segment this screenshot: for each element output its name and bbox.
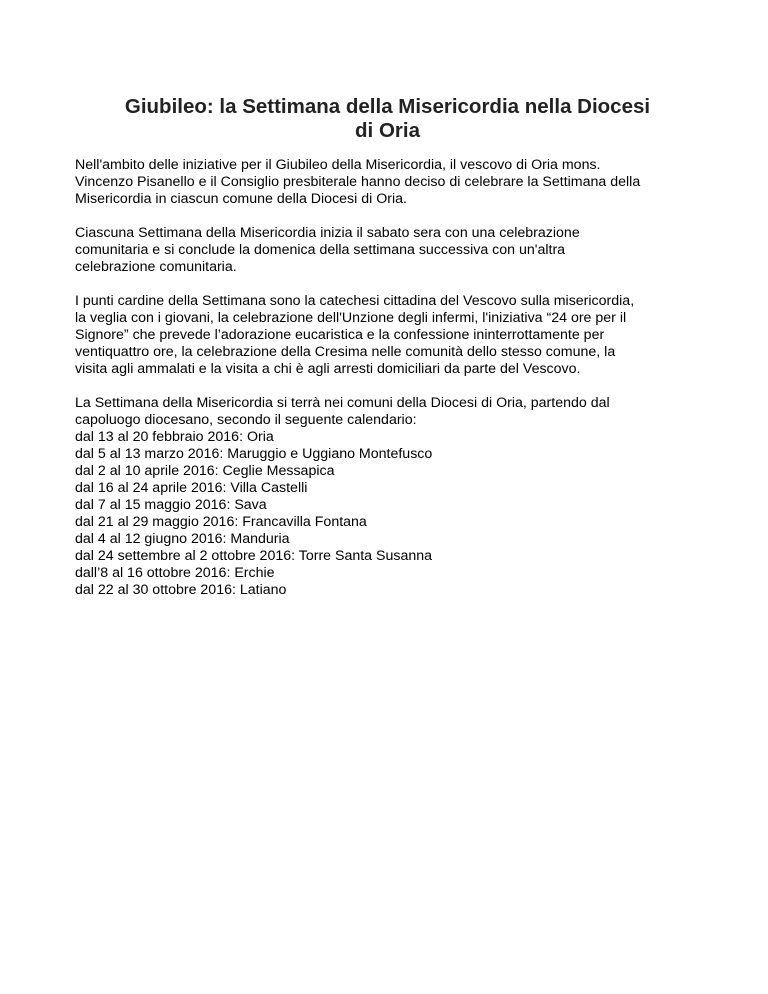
schedule-item: dal 4 al 12 giugno 2016: Manduria: [75, 531, 290, 547]
title-line: di Oria: [355, 119, 420, 142]
schedule-item: dal 21 al 29 maggio 2016: Francavilla Fontana: [75, 514, 367, 530]
schedule-item: dal 16 al 24 aprile 2016: Villa Castelli: [75, 480, 308, 496]
schedule-item: dal 13 al 20 febbraio 2016: Oria: [75, 429, 274, 445]
text-line: Nell'ambito delle iniziative per il Giubileo della Misericordia, il vescovo di Oria mons.: [75, 157, 601, 173]
text-line: visita agli ammalati e la visita a chi è agli arresti domiciliari da parte del Vescovo.: [75, 361, 581, 377]
schedule-item: dal 2 al 10 aprile 2016: Ceglie Messapica: [75, 463, 335, 479]
text-line: I punti cardine della Settimana sono la catechesi cittadina del Vescovo sulla misericordia,: [75, 293, 635, 309]
text-line: la veglia con i giovani, la celebrazione dell'Unzione degli infermi, l'iniziativa “24 ore per il: [75, 310, 627, 326]
schedule-item: dal 22 al 30 ottobre 2016: Latiano: [75, 582, 287, 598]
schedule-item: dal 24 settembre al 2 ottobre 2016: Torre Santa Susanna: [75, 548, 433, 564]
text-line: Misericordia in ciascun comune della Diocesi di Oria.: [75, 191, 407, 207]
text-line: Signore” che prevede l’adorazione eucaristica e la confessione ininterrottamente per: [75, 327, 605, 343]
paragraph-intro: [75, 157, 700, 208]
text-line: La Settimana della Misericordia si terrà nei comuni della Diocesi di Oria, partendo dal: [75, 395, 610, 411]
text-line: Ciascuna Settimana della Misericordia inizia il sabato sera con una celebrazione: [75, 225, 580, 241]
paragraph-key-points: [75, 293, 700, 378]
document-page: [75, 95, 700, 599]
text-line: ventiquattro ore, la celebrazione della Cresima nelle comunità dello stesso comune, la: [75, 344, 616, 360]
schedule-list: [75, 429, 700, 599]
title-line: Giubileo: la Settimana della Misericordia nella Diocesi: [124, 95, 651, 118]
schedule-item: dal 5 al 13 marzo 2016: Maruggio e Uggiano Montefusco: [75, 446, 433, 462]
document-title: [75, 95, 700, 143]
document-body: [75, 157, 700, 599]
schedule-item: dall’8 al 16 ottobre 2016: Erchie: [75, 565, 275, 581]
text-line: Vincenzo Pisanello e il Consiglio presbiterale hanno deciso di celebrare la Settimana della: [75, 174, 641, 190]
text-line: comunitaria e si conclude la domenica della settimana successiva con un'altra: [75, 242, 566, 258]
paragraph-structure: [75, 225, 700, 276]
paragraph-calendar: [75, 395, 700, 599]
text-line: capoluogo diocesano, secondo il seguente calendario:: [75, 412, 417, 428]
schedule-item: dal 7 al 15 maggio 2016: Sava: [75, 497, 267, 513]
text-line: celebrazione comunitaria.: [75, 259, 237, 275]
